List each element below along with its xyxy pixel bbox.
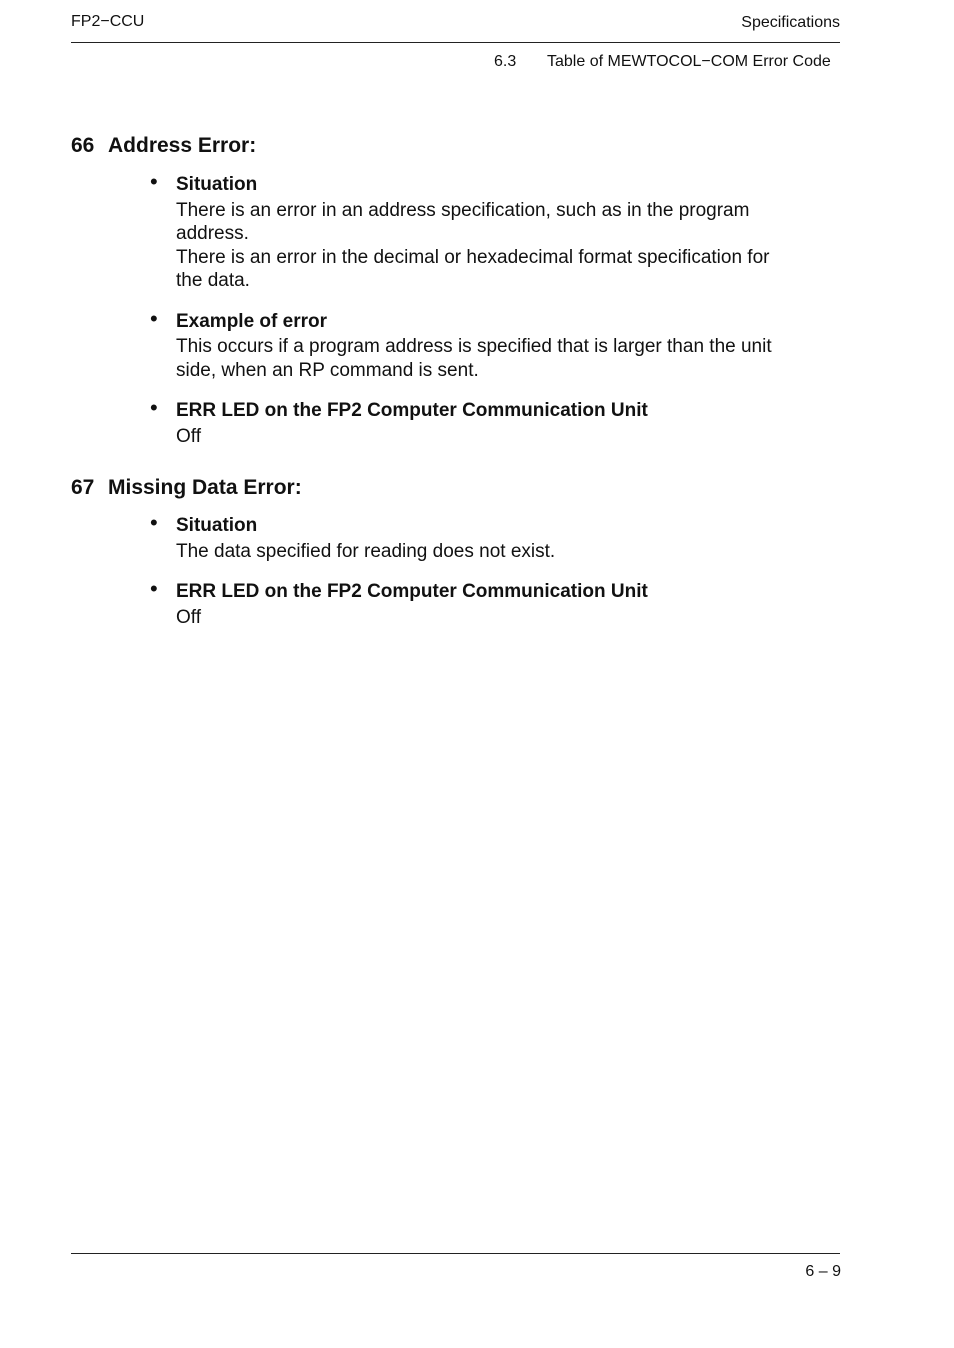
- error-section-66: [71, 134, 841, 448]
- header-section-number: 6.3: [494, 53, 517, 70]
- bullet-text-line: There is an error in the decimal or hexadecimal format specification for: [176, 246, 770, 268]
- bullet-title: Situation: [176, 174, 258, 195]
- header-section-title: Table of MEWTOCOL−COM Error Code: [547, 53, 831, 70]
- footer-divider: [71, 1253, 840, 1254]
- bullet-text-line: address.: [176, 223, 249, 244]
- bullet-dot-icon: •: [150, 169, 158, 194]
- bullet-text-line: The data specified for reading does not exist.: [176, 540, 556, 562]
- header-divider: [71, 42, 840, 43]
- bullet-title: Situation: [176, 515, 258, 536]
- bullet-text-line: There is an error in an address specification, such as in the program: [176, 199, 750, 221]
- page-number: 6 – 9: [805, 1263, 841, 1280]
- bullet-text-line: Off: [176, 606, 201, 628]
- bullet-text-line: This occurs if a program address is specified that is larger than the unit: [176, 336, 772, 357]
- error-section-67: [71, 476, 841, 629]
- section-number: 66: [71, 134, 95, 157]
- section-heading: [71, 134, 841, 158]
- bullet-dot-icon: •: [150, 395, 158, 420]
- header-section: [494, 53, 831, 71]
- header-product-name: FP2−CCU: [71, 13, 145, 30]
- header-chapter-title: Specifications: [741, 14, 840, 31]
- section-title: Address Error:: [108, 134, 257, 157]
- bullet-dot-icon: •: [150, 576, 158, 601]
- bullet-title: Example of error: [176, 310, 327, 332]
- section-number: 67: [71, 476, 95, 499]
- bullet-dot-icon: •: [150, 510, 158, 535]
- bullet-item-err-led: [71, 576, 841, 629]
- bullet-text-line: Off: [176, 425, 201, 447]
- bullet-item-situation: [71, 510, 841, 563]
- bullet-dot-icon: •: [150, 305, 158, 331]
- bullet-title: ERR LED on the FP2 Computer Communication Unit: [176, 581, 648, 602]
- bullet-text-line: the data.: [176, 270, 250, 291]
- bullet-list: [71, 510, 841, 629]
- bullet-title: ERR LED on the FP2 Computer Communication Unit: [176, 400, 648, 421]
- bullet-text-line: side, when an RP command is sent.: [176, 359, 479, 381]
- bullet-item-err-led: [71, 395, 841, 448]
- section-title: Missing Data Error:: [108, 476, 302, 499]
- bullet-item-situation: [71, 169, 841, 293]
- bullet-list: [71, 169, 841, 448]
- section-heading: [71, 476, 841, 500]
- bullet-item-example: [71, 305, 841, 383]
